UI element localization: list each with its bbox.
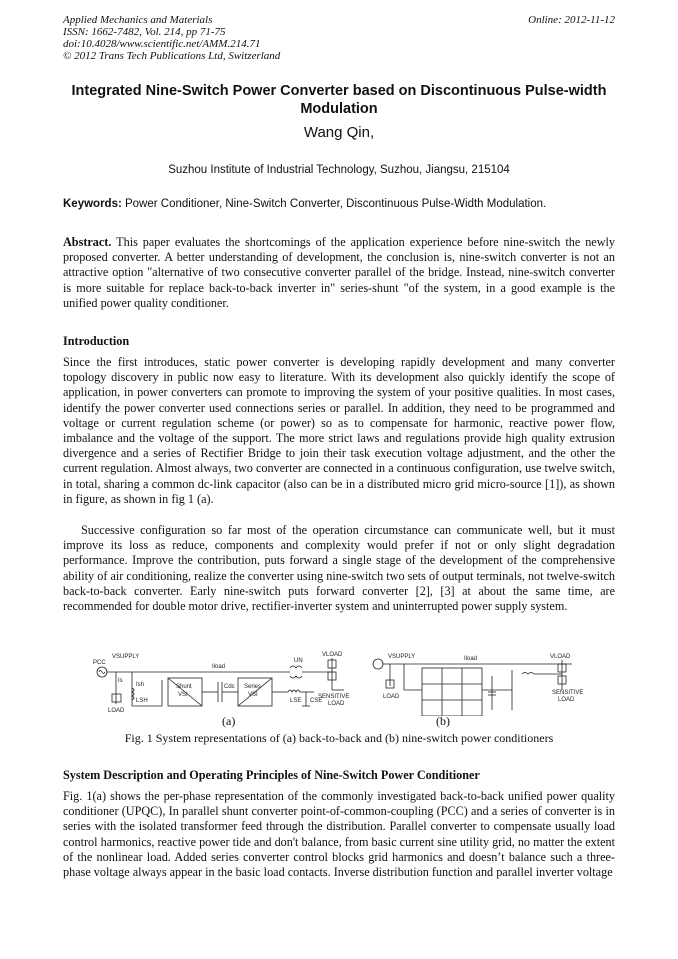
section-heading-introduction: Introduction [63,334,130,348]
label-ish: Ish [136,682,145,688]
label-iload-a: Iload [212,664,226,670]
keywords [63,198,615,210]
label-sensitive-load-b: LOAD [558,697,575,703]
intro-paragraph-2: Successive configuration so far most of the operation circumstance can communicate well, but it must improve its loss as reduce, components and complexity would prefer if not or only slight degradation performance. Improve the contribution, puts forward a single stage of the development of the comprehensive ability of air conditioning, realize the converter using nine-switch two sets of output terminals, not twelve-switch back-to-back converter. Early nine-switch puts forward converter [2], [3] at about the same time, are recommended for double motor drive, rectifier-inverter system and uninterrupted power supply system. [63,523,615,614]
figure-label-a: (a) [222,714,236,728]
section-heading-system: System Description and Operating Principles of Nine-Switch Power Conditioner [63,768,480,782]
keywords-text: Power Conditioner, Nine-Switch Converter, Discontinuous Pulse-Width Modulation. [121,198,547,210]
figure-caption: Fig. 1 System representations of (a) back-to-back and (b) nine-switch power conditioners [124,731,554,745]
issn-line: ISSN: 1662-7482, Vol. 214, pp 71-75 [63,26,226,38]
doi-line: doi:10.4028/www.scientific.net/AMM.214.71 [63,38,261,50]
label-load-b: LOAD [383,694,400,700]
circuit-diagrams [92,650,612,716]
intro-paragraph-1: Since the first introduces, static power converter is developing rapidly development and many converter topology discovery in public now easy to literature. With its development also quickly identify the scope of application, in power converters can promote to improving the system of your positive qualities. In most cases, identify the power converter used connections series or parallel. In addition, they need to be programmed and voltage or current regulation scheme (or power) so as to compensate for harmonic, reactive power flow, imbalance and the voltage of the support. The more strict laws and regulations provide high quality extrusion divergence and a series of Rectifier Bridge to join their task execution voltage adjustment, and the other the current regulation. Almost always, two converter are connected in a continuous configuration, use twelve switch, in total, sharing a common dc-link capacitor (also can be in a distributed micro grid micro-source [1]), as shown in figure, as shown in fig 1 (a). [63,355,615,506]
label-vload-b: VLOAD [550,654,571,660]
label-un: UN [294,658,303,664]
label-cse: CSE [310,698,323,704]
label-vsupply-b: VSUPPLY [388,654,416,660]
label-shunt-vsi: VSI [178,692,188,698]
label-is: Is [118,678,123,684]
journal-name: Applied Mechanics and Materials [63,14,213,26]
abstract-text: This paper evaluates the shortcomings of the application experience before nine-switch the newly proposed converter. A better understanding of development, the conclusion is, nine-switch converter is not an attractive option "alternative of two consecutive converter parallel of the bridge. Instead, nine-switch converter is more suitable for replace back-to-back inverter in" series-shunt "of the system, in a good example is the unified power quality conditioner. [63,235,615,310]
label-lsh: LSH [136,698,148,704]
label-shunt: Shunt [176,684,192,690]
affiliation: Suzhou Institute of Industrial Technology, Suzhou, Jiangsu, 215104 [168,164,510,176]
label-sensitive-load-a: LOAD [328,701,345,707]
label-load-a: LOAD [108,708,125,714]
abstract-label: Abstract. [63,235,112,249]
system-paragraph-1: Fig. 1(a) shows the per-phase representation of the commonly investigated back-to-back unified power quality conditioner (UPQC), In parallel shunt converter point-of-common-coupling (PCC) and a series of converter is in series with the isolated transformer feed through the distribution. Parallel converter to compensate usually load control harmonics, reactive power tide and don't balance, from basic current sine utility grid, no matter the extent of the nonlinear load. Added series converter control blocks grid harmonics and doesn’t balance such a three-phase voltage always appear in the basic load contacts. Inverse distribution function and parallel inverter voltage [63,789,615,880]
label-iload-b: Iload [464,656,478,662]
label-vsupply-a: VSUPPLY [112,654,140,660]
abstract [63,235,615,311]
label-vload-a: VLOAD [322,652,343,658]
label-pcc: PCC [93,660,106,666]
online-date: Online: 2012-11-12 [528,14,615,26]
figure-1 [92,650,612,730]
circuit-b-labels [383,654,583,703]
figure-label-b: (b) [436,714,450,728]
label-sensitive-b: SENSITIVE [552,690,584,696]
copyright-line: © 2012 Trans Tech Publications Ltd, Switzerland [63,50,281,62]
author-name: Wang Qin, [303,124,375,141]
paper-title: Integrated Nine-Switch Power Converter based on Discontinuous Pulse-width Modulation [71,83,607,117]
circuit-b [373,659,572,716]
label-lse: LSE [290,698,302,704]
label-series: Series [244,684,262,690]
circuit-a-labels [93,652,349,714]
keywords-label: Keywords: [63,198,122,210]
label-sensitive-a: SENSITIVE [318,694,350,700]
label-cdc: Cdc [224,684,235,690]
label-series-vsi: VSI [248,692,258,698]
journal-header [63,14,615,62]
